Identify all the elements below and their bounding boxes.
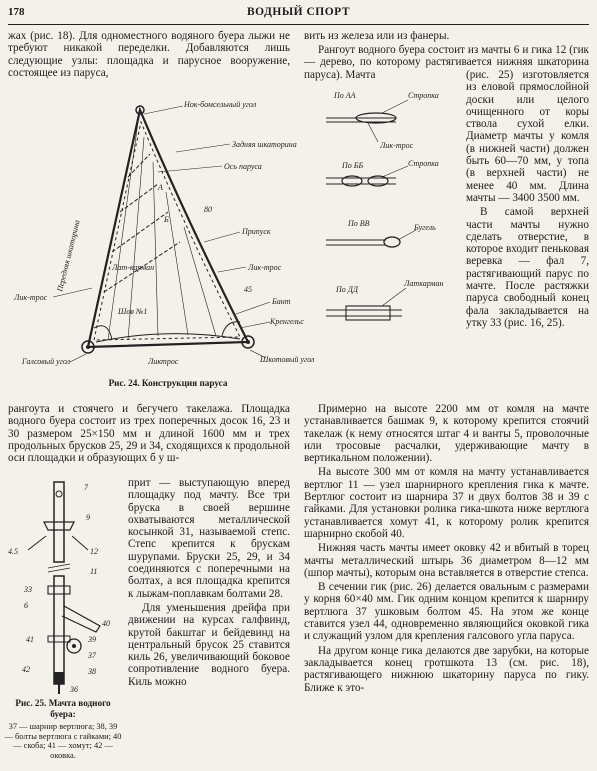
label-latkarman: Латкарман	[404, 279, 444, 288]
label-shkotovy-ugol: Шкотовый угол	[260, 355, 315, 364]
paragraph-rangout-cont: (рис. 25) изготовляется из еловой прямослойной доски или целого очищенного от коры ствола сухой елки. Диаметр мачты у комля (в нижней части) должен быть 60—70 мм, у топа (в верхней части) не менее 40 мм. Длина мачты — 3400 3500 мм.	[466, 69, 589, 204]
label-lik-tros-right: Лик-трос	[248, 263, 282, 272]
label-po-aa: По АА	[334, 91, 356, 100]
paragraph-rangout-platform: рангоута и стоячего и бегучего такелажа. Площадка водного буера состоит из трех поперечных досок 16, 23 и 30 размером 25×150 мм и длиной 1600 мм и трех продольных брусков 25, 29 и 34, сходящихся к продольной оси площадки и образующих б у ш-	[8, 403, 290, 465]
paragraph-rangout: Рангоут водного буера состоит из мачты 6 и гика 12 (гик — дерево, по которому растягивается нижняя шкаторина паруса). Мачта	[304, 44, 589, 81]
label-80: 80	[204, 205, 212, 214]
num-41: 41	[26, 635, 34, 644]
sail-details-diagram	[316, 80, 464, 340]
figure-24	[8, 92, 315, 396]
num-33: 33	[24, 585, 32, 594]
figure-24-caption: Рис. 24. Конструкция паруса	[108, 378, 228, 388]
paragraph-kil: Для уменьшения дрейфа при движении на курсах галфвинд, крутой бакштаг и бейдевинд на центральный брусок 25 ставится киль 26, увеличивающий боковое сопротивление водного буера. Киль можно	[128, 601, 290, 688]
label-bugel: Бугель	[414, 223, 436, 232]
text-block-right-narrow	[466, 69, 589, 329]
page-title: ВОДНЫЙ СПОРТ	[246, 6, 351, 18]
text-block-left-narrow	[128, 477, 290, 688]
label-pripusk: Припуск	[242, 227, 271, 236]
paragraph-bushprit: прит — выступающую вперед площадку под мачту. Все три бруска в своей вершине охватываются металлической косынкой 31, называемой степс. Степс крепится к брускам шурупами. Бруски 25, 29, и 34 соединяются с поперечными на болтах, а вся площадка крепится к лыжам-поплавкам болтами 28.	[128, 477, 290, 600]
label-stropka-1: Стропка	[408, 91, 439, 100]
label-perednyaya-shkatorina: Передняя шкаторина	[55, 219, 82, 293]
page-header	[8, 6, 589, 25]
num-40: 40	[102, 619, 110, 628]
label-liktros-bottom: Ликтрос	[148, 357, 179, 366]
text-block-right-bottom	[304, 403, 589, 694]
label-a: А	[158, 183, 163, 192]
label-nok-bouts: Нок-бомсельный угол	[184, 100, 257, 109]
label-stropka-2: Стропка	[408, 159, 439, 168]
paragraph-gik: В сечении гик (рис. 26) делается овальным с размерами у корня 60×40 мм. Гик одним концом крепится к шарниру вертлюга 37 ушковым болтом 45. На этом же конце ставится узел 44, одновременно являющийся оковкой гика и служащий узлом для крепления галсового угла паруса.	[304, 581, 589, 643]
paragraph-okovka: Нижняя часть мачты имеет оковку 42 и вбитый в торец мачты металлический штырь 36 диаметром 8—12 мм (шпор мачты), которым она вставляется в отверстие степса.	[304, 542, 589, 579]
num-7: 7	[84, 483, 88, 492]
text-block-left-top	[8, 30, 290, 79]
paragraph-bashmak: Примерно на высоте 2200 мм от комля на мачте устанавливается башмак 9, к которому крепится стоячий такелаж (к нему относятся штаг 4 и ванты 5, проволочные или тросовые расчалки, удерживающие мачту в вертикальном положении).	[304, 403, 589, 465]
page-number: 178	[8, 6, 25, 18]
label-po-bb: По ББ	[342, 161, 364, 170]
figure-details	[316, 80, 464, 340]
num-38: 38	[88, 667, 96, 676]
label-lat-karman: Лат-карман	[112, 263, 155, 272]
figure-25-caption: Рис. 25. Мачта водного буера:	[15, 698, 111, 719]
num-11: 11	[90, 567, 98, 576]
paragraph: жах (рис. 18). Для одноместного водяного буера лыжи не требуют никакой переделки. Добавляются лишь следующие узлы: площадка и парусное вооружение, состоящее из паруса,	[8, 30, 290, 79]
label-b: Б	[164, 215, 169, 224]
num-12: 12	[90, 547, 98, 556]
num-39: 39	[88, 635, 96, 644]
text-block-left-mid	[8, 403, 290, 464]
paragraph-topmast: В самой верхней части мачты нужно сделать отверстие, в которое входит пеньковая веревка — фал 7, растягивающий парус по мачте. После растяжки паруса свободный конец фала закладывается на утку 33 (рис. 16, 25).	[466, 206, 589, 329]
label-os-parusa: Ось паруса	[224, 162, 262, 171]
label-lik-tros-detail: Лик-трос	[380, 141, 414, 150]
label-po-dd: По ДД	[336, 285, 358, 294]
label-bant: Бант	[272, 297, 291, 306]
num-4-5: 4.5	[8, 547, 18, 556]
num-36: 36	[70, 685, 78, 694]
label-po-vv: По ВВ	[348, 219, 370, 228]
figure-25-legend: 37 — шарнир вертлюга; 38, 39 — болты вертлюга с гайками; 40 — скоба; 41 — хомут; 42 — оковка.	[4, 722, 122, 760]
paragraph-vertlyug: На высоте 300 мм от комля на мачту устанавливается вертлюг 11 — узел шарнирного крепления гика к мачте. Вертлюг состоит из шарнира 37 и двух болтов 38 и 39 с гайками. Для установки ролика гика-шкота ниже вертлюга устанавливается хомут 41, к которому ролик крепится шарнирно скобой 40.	[304, 466, 589, 540]
sail-construction-diagram	[8, 92, 315, 382]
label-krengels: Кренгельс	[270, 317, 304, 326]
num-37: 37	[88, 651, 96, 660]
text-block-right-top-1	[304, 30, 589, 44]
num-6: 6	[24, 601, 28, 610]
label-zadnyaya-shkatorina: Задняя шкаторина	[232, 140, 297, 149]
label-lik-tros-left: Лик-трос	[14, 293, 48, 302]
label-shov: Шов №1	[118, 307, 148, 316]
mast-diagram	[4, 476, 124, 696]
num-9: 9	[86, 513, 90, 522]
label-45: 45	[244, 285, 252, 294]
label-galsovy-ugol: Галсовый угол	[22, 357, 71, 366]
paragraph-zarubki: На другом конце гика делаются две зарубки, на которые закладывается конец гротшкота 13 (см. рис. 18), растягивающего нижнюю шкаторину паруса по гику. Ближе к это-	[304, 644, 589, 694]
figure-25	[4, 476, 124, 771]
paragraph: вить из железа или из фанеры.	[304, 30, 450, 42]
num-42: 42	[22, 665, 30, 674]
